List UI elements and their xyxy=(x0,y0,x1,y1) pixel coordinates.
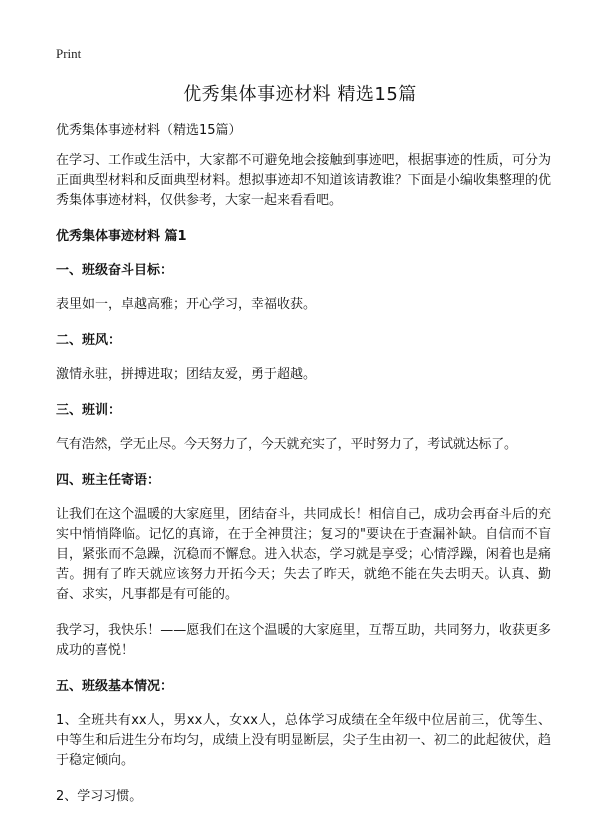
section-motto-text: 气有浩然，学无止尽。今天努力了，今天就充实了，平时努力了，考试就达标了。 xyxy=(56,437,517,452)
section-teacher-message-text-1: 让我们在这个温暖的大家庭里，团结奋斗，共同成长！相信自己，成功会再奋斗后的充实中悄悄降临。记忆的真谛，在于全神贯注；复习的"要诀在于查漏补缺。自信而不盲目，紧张而不急躁，沉稳而不懈怠。进入状态，学习就是享受；心情浮躁，闲着也是痛苦。拥有了昨天就应该努力开拓今天；失去了昨天，就绝不能在失去明天。认真、勤奋、求实，凡事都是有可能的。 xyxy=(56,507,551,602)
article-heading: 优秀集体事迹材料 篇1 xyxy=(56,229,187,244)
document-title: 优秀集体事迹材料 精选15篇 xyxy=(183,84,417,105)
section-heading-class-info: 五、班级基本情况： xyxy=(56,679,174,694)
section-heading-motto: 三、班训： xyxy=(56,403,122,418)
document-subtitle: 优秀集体事迹材料（精选15篇） xyxy=(56,123,242,138)
print-link[interactable]: Print xyxy=(56,46,82,61)
section-class-style-text: 激情永驻，拼搏进取；团结友爱，勇于超越。 xyxy=(56,367,317,382)
section-goal-text: 表里如一，卓越高雅；开心学习，幸福收获。 xyxy=(56,297,317,312)
section-heading-goal: 一、班级奋斗目标： xyxy=(56,263,174,278)
section-class-info-text-1: 1、全班共有xx人，男xx人，女xx人，总体学习成绩在全年级中位居前三，优等生、中等生和后进生分布均匀，成绩上没有明显断层，尖子生由初一、初二的此起彼伏，趋于稳定倾向。 xyxy=(56,713,551,768)
section-class-info-text-2: 2、学习习惯。 xyxy=(56,789,143,804)
section-heading-class-style: 二、班风： xyxy=(56,333,122,348)
document-body xyxy=(56,121,551,823)
section-heading-teacher-message: 四、班主任寄语： xyxy=(56,473,161,488)
section-teacher-message-text-2: 我学习，我快乐！——愿我们在这个温暖的大家庭里，互帮互助，共同努力，收获更多成功的喜悦！ xyxy=(56,623,551,658)
intro-paragraph: 在学习、工作或生活中，大家都不可避免地会接触到事迹吧，根据事迹的性质，可分为正面典型材料和反面典型材料。想拟事迹却不知道该请教谁？下面是小编收集整理的优秀集体事迹材料，仅供参考，大家一起来看看吧。 xyxy=(56,153,551,208)
